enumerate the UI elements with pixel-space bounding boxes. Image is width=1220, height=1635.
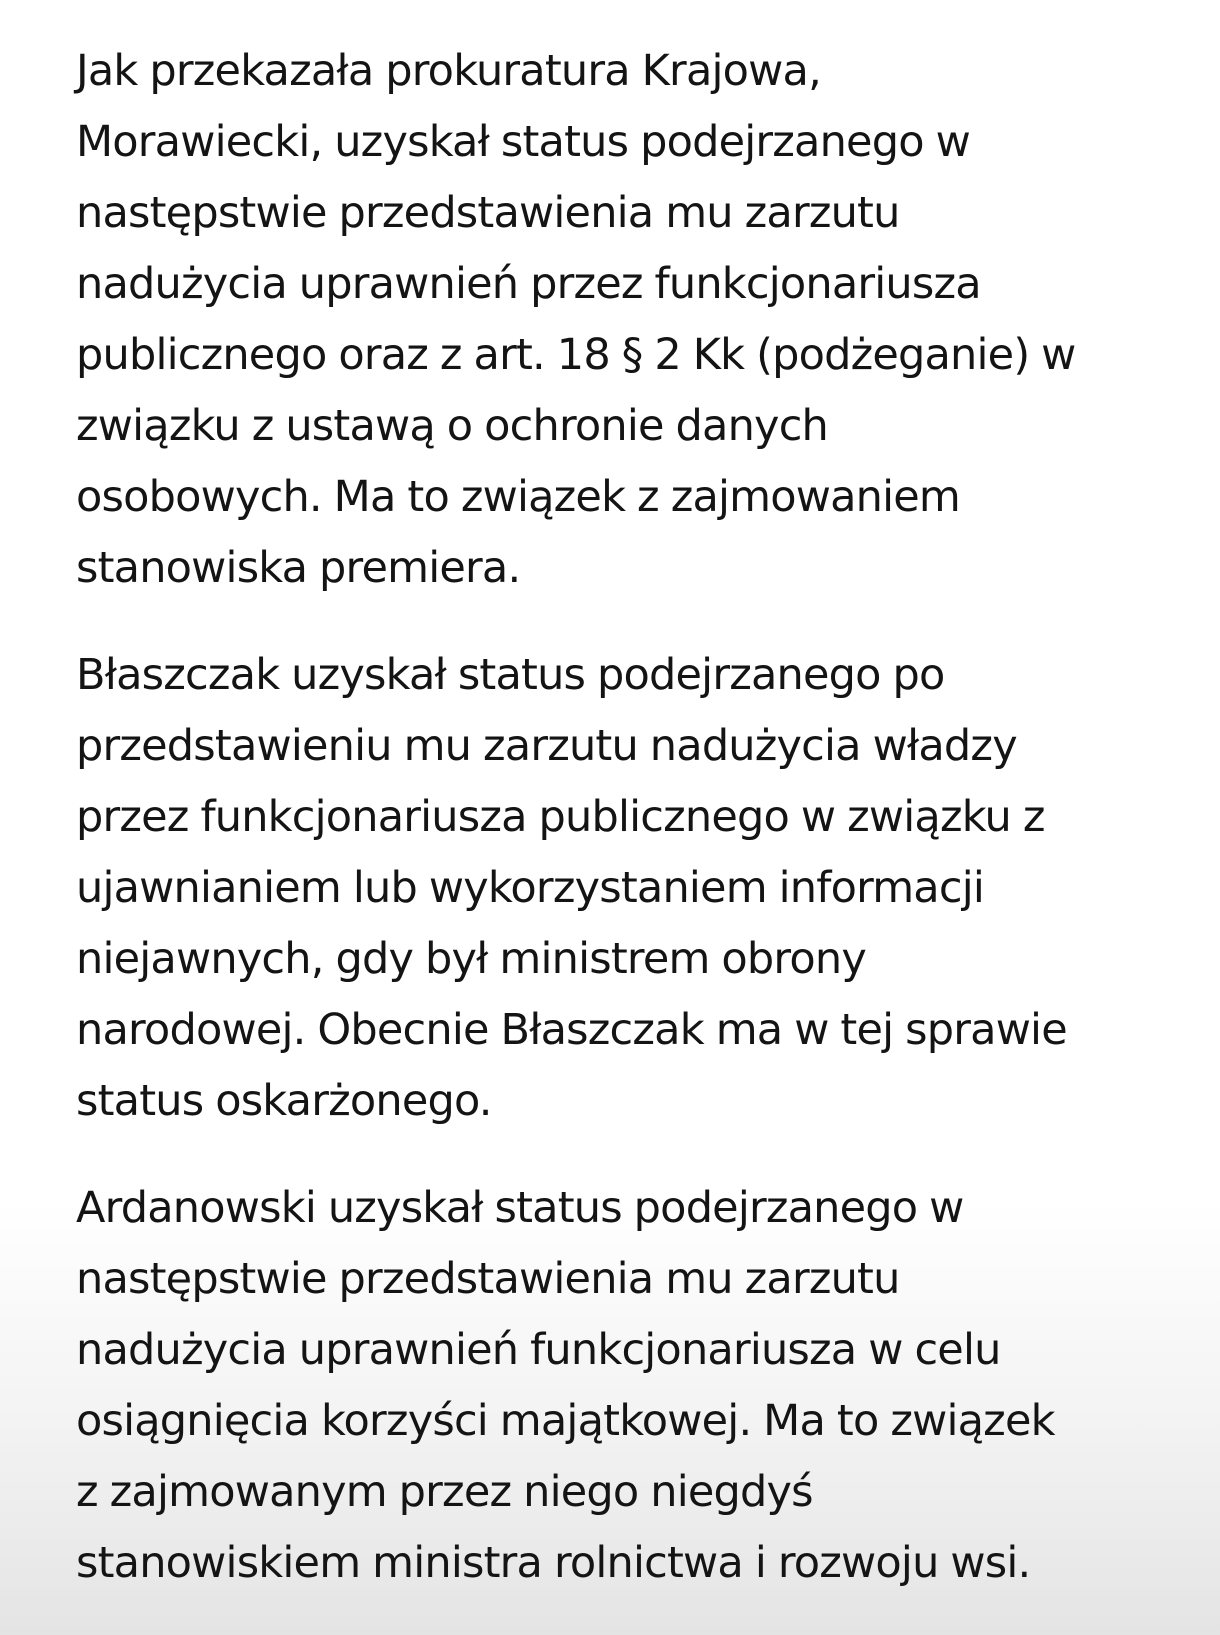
text-line: Jak przekazała prokuratura Krajowa, <box>76 46 821 96</box>
text-line: status oskarżonego. <box>76 1076 492 1126</box>
text-line: Ardanowski uzyskał status podejrzanego w <box>76 1183 964 1233</box>
paragraph-ardanowski <box>76 1173 1186 1599</box>
text-line: nadużycia uprawnień funkcjonariusza w celu <box>76 1325 1001 1375</box>
paragraph-blaszczak <box>76 640 1186 1137</box>
text-line: osobowych. Ma to związek z zajmowaniem <box>76 472 961 522</box>
article-body <box>76 36 1186 1635</box>
text-line: Błaszczak uzyskał status podejrzanego po <box>76 650 945 700</box>
text-line: ujawnianiem lub wykorzystaniem informacji <box>76 863 984 913</box>
text-line: niejawnych, gdy był ministrem obrony <box>76 934 866 984</box>
text-line: następstwie przedstawienia mu zarzutu <box>76 1254 900 1304</box>
text-line: przez funkcjonariusza publicznego w związku z <box>76 792 1045 842</box>
text-line: stanowiska premiera. <box>76 543 521 593</box>
text-line: publicznego oraz z art. 18 § 2 Kk (podżeganie) w <box>76 330 1076 380</box>
text-line: następstwie przedstawienia mu zarzutu <box>76 188 900 238</box>
text-line: przedstawieniu mu zarzutu nadużycia władzy <box>76 721 1017 771</box>
text-line: stanowiskiem ministra rolnictwa i rozwoju wsi. <box>76 1538 1031 1588</box>
text-line: z zajmowanym przez niego niegdyś <box>76 1467 813 1517</box>
text-line: osiągnięcia korzyści majątkowej. Ma to związek <box>76 1396 1055 1446</box>
text-line: Morawiecki, uzyskał status podejrzanego w <box>76 117 970 167</box>
text-line: nadużycia uprawnień przez funkcjonariusza <box>76 259 981 309</box>
paragraph-morawiecki <box>76 36 1186 604</box>
text-line: narodowej. Obecnie Błaszczak ma w tej sprawie <box>76 1005 1067 1055</box>
text-line: związku z ustawą o ochronie danych <box>76 401 828 451</box>
